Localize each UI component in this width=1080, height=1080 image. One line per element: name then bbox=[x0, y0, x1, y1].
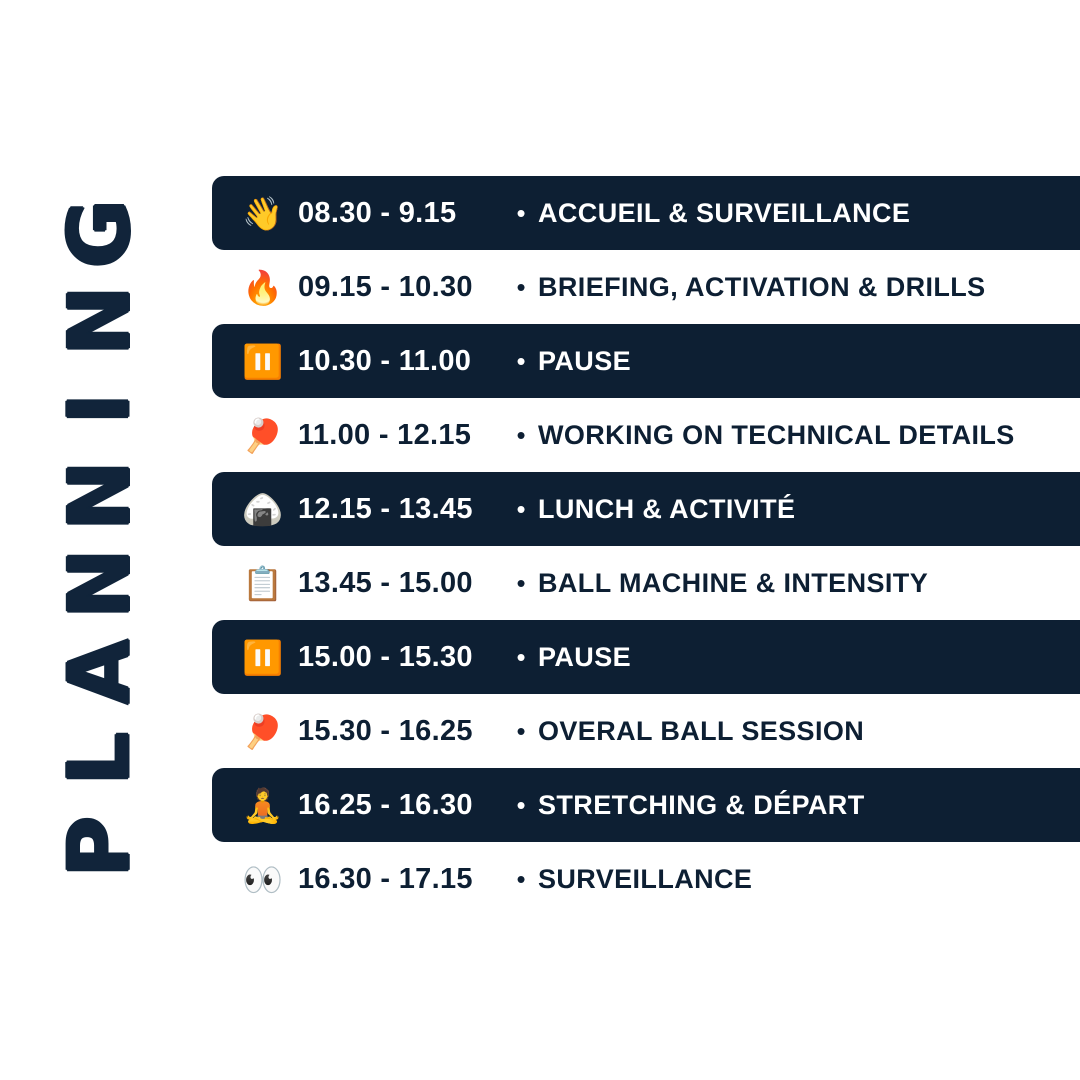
fire-icon: 🔥 bbox=[242, 267, 284, 307]
vertical-title-letters bbox=[50, 199, 149, 879]
list-item bbox=[212, 620, 1080, 694]
title-letter: N bbox=[50, 286, 149, 357]
schedule-time: 16.25 - 16.30 bbox=[298, 788, 473, 821]
title-letter: L bbox=[50, 732, 149, 786]
title-letter: A bbox=[50, 638, 149, 704]
schedule-label: OVERAL BALL SESSION bbox=[538, 715, 865, 746]
list-item bbox=[212, 842, 1080, 916]
schedule-label: WORKING ON TECHNICAL DETAILS bbox=[538, 419, 1015, 450]
list-item bbox=[212, 694, 1080, 768]
list-item bbox=[212, 472, 1080, 546]
bullet-separator: • bbox=[516, 198, 526, 228]
bullet-separator: • bbox=[516, 494, 526, 524]
schedule-label: BALL MACHINE & INTENSITY bbox=[538, 567, 929, 598]
schedule-time: 15.00 - 15.30 bbox=[298, 640, 473, 673]
title-letter: N bbox=[50, 461, 149, 532]
waving-hand-icon: 👋 bbox=[242, 193, 284, 233]
schedule-label: PAUSE bbox=[538, 345, 632, 376]
title-letter: N bbox=[50, 548, 149, 619]
schedule-label: ACCUEIL & SURVEILLANCE bbox=[538, 197, 911, 228]
list-item bbox=[212, 546, 1080, 620]
schedule-label: BRIEFING, ACTIVATION & DRILLS bbox=[538, 271, 986, 302]
schedule-label: STRETCHING & DÉPART bbox=[538, 789, 865, 820]
title-letter: I bbox=[50, 393, 149, 425]
bullet-separator: • bbox=[516, 420, 526, 450]
table-tennis-icon: 🏓 bbox=[242, 711, 284, 751]
eyes-icon: 👀 bbox=[242, 859, 284, 899]
title-letter: G bbox=[50, 199, 149, 269]
list-item bbox=[212, 768, 1080, 842]
meditation-icon: 🧘 bbox=[242, 785, 284, 825]
bullet-separator: • bbox=[516, 272, 526, 302]
schedule-label: LUNCH & ACTIVITÉ bbox=[538, 493, 796, 524]
bullet-separator: • bbox=[516, 568, 526, 598]
list-item bbox=[212, 176, 1080, 250]
bullet-separator: • bbox=[516, 864, 526, 894]
list-item bbox=[212, 324, 1080, 398]
bullet-separator: • bbox=[516, 346, 526, 376]
schedule-time: 16.30 - 17.15 bbox=[298, 862, 473, 895]
schedule-time: 12.15 - 13.45 bbox=[298, 492, 473, 525]
bullet-separator: • bbox=[516, 790, 526, 820]
page-title bbox=[0, 0, 200, 1080]
schedule-time: 09.15 - 10.30 bbox=[298, 270, 473, 303]
schedule-time: 10.30 - 11.00 bbox=[298, 344, 472, 377]
schedule-list bbox=[212, 176, 1080, 916]
schedule-time: 13.45 - 15.00 bbox=[298, 566, 473, 599]
title-letter: P bbox=[50, 815, 149, 878]
table-tennis-icon: 🏓 bbox=[242, 415, 284, 455]
schedule-time: 15.30 - 16.25 bbox=[298, 714, 473, 747]
schedule-time: 11.00 - 12.15 bbox=[298, 418, 472, 451]
schedule-label: PAUSE bbox=[538, 641, 632, 672]
clipboard-icon: 📋 bbox=[242, 563, 284, 603]
rice-ball-icon: 🍙 bbox=[242, 489, 284, 529]
list-item bbox=[212, 398, 1080, 472]
list-item bbox=[212, 250, 1080, 324]
pause-icon: ⏸️ bbox=[242, 637, 284, 677]
bullet-separator: • bbox=[516, 642, 526, 672]
schedule-label: SURVEILLANCE bbox=[538, 863, 753, 894]
schedule-time: 08.30 - 9.15 bbox=[298, 196, 457, 229]
bullet-separator: • bbox=[516, 716, 526, 746]
pause-icon: ⏸️ bbox=[242, 341, 284, 381]
